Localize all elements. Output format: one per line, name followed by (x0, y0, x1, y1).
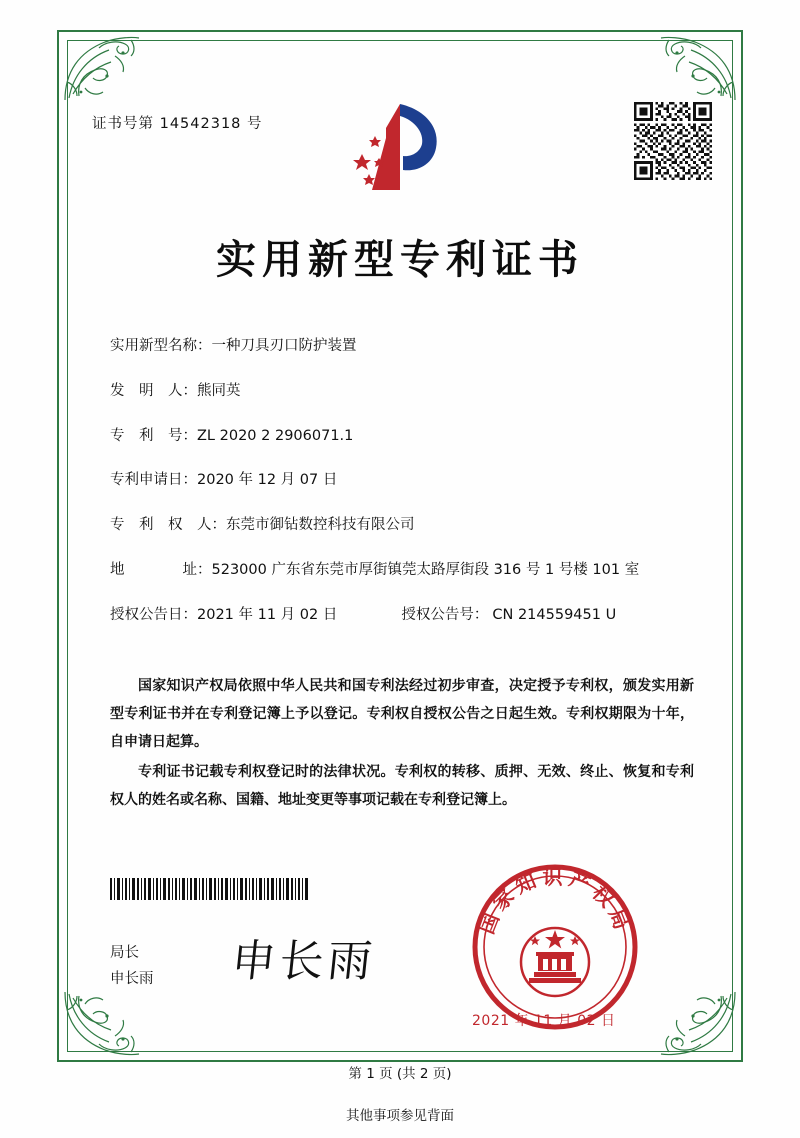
field-value-patent-number: ZL 2020 2 2906071.1 (197, 427, 354, 444)
page-number: 第 1 页 (共 2 页) (348, 1066, 452, 1082)
field-row-application-date (110, 470, 700, 492)
field-value-application-date: 2020 年 12 月 07 日 (197, 472, 338, 489)
field-value-inventor: 熊同英 (197, 382, 241, 399)
official-seal (470, 862, 640, 1032)
body-paragraph-2: 专利证书记载专利权登记时的法律状况。专利权的转移、质押、无效、终止、恢复和专利权人的姓名或名称、国籍、地址变更等事项记载在专利登记簿上。 (110, 764, 694, 808)
field-row-address (110, 560, 700, 582)
field-value-patentee: 东莞市御钻数控科技有限公司 (226, 517, 415, 533)
field-label-grant-number: 授权公告号： (401, 606, 489, 623)
signature-name: 申长雨 (110, 971, 154, 988)
svg-text:国家知识产权局: 国家知识产权局 (474, 865, 636, 938)
field-row-utility-model-name (110, 336, 700, 358)
field-row-grant-announcement (110, 605, 700, 627)
field-label-application-date: 专利申请日： (110, 472, 197, 489)
field-label-grant-date: 授权公告日： (110, 606, 197, 623)
signature-block (110, 940, 154, 992)
corner-ornament-bottom-left (59, 986, 145, 1060)
field-label-address: 地 址： (110, 561, 212, 578)
field-row-patentee (110, 515, 700, 537)
corner-ornament-top-right (655, 32, 741, 106)
certificate-body (110, 672, 694, 816)
field-row-patent-number (110, 426, 700, 448)
field-value-grant-date: 2021 年 11 月 02 日 (197, 606, 338, 623)
corner-ornament-top-left (59, 32, 145, 106)
field-label-patentee: 专 利 权 人： (110, 517, 226, 533)
field-label-inventor: 发 明 人： (110, 382, 197, 399)
cnipa-logo (348, 98, 452, 198)
field-value-grant-number: CN 214559451 U (492, 606, 617, 623)
field-row-inventor (110, 381, 700, 403)
field-value-address: 523000 广东省东莞市厚街镇莞太路厚街段 316 号 1 号楼 101 室 (211, 561, 640, 578)
barcode (110, 878, 308, 900)
certificate-number: 证书号第 14542318 号 (92, 116, 263, 132)
page-title: 实用新型专利证书 (216, 237, 584, 283)
field-label-utility-model-name: 实用新型名称： (110, 338, 212, 354)
handwritten-signature: 申长雨 (228, 936, 379, 987)
seal-date: 2021 年 11 月 02 日 (472, 1013, 616, 1029)
field-value-utility-model-name: 一种刀具刃口防护装置 (211, 338, 357, 354)
signature-role: 局长 (110, 945, 139, 961)
corner-ornament-bottom-right (655, 986, 741, 1060)
qr-code (634, 102, 712, 180)
field-label-patent-number: 专 利 号： (110, 427, 197, 444)
certificate-fields (110, 336, 700, 644)
body-paragraph-1: 国家知识产权局依照中华人民共和国专利法经过初步审查，决定授予专利权，颁发实用新型专利证书并在专利登记簿上予以登记。专利权自授权公告之日起生效。专利权期限为十年，自申请日起算。 (110, 678, 694, 750)
footnote: 其他事项参见背面 (346, 1108, 454, 1124)
